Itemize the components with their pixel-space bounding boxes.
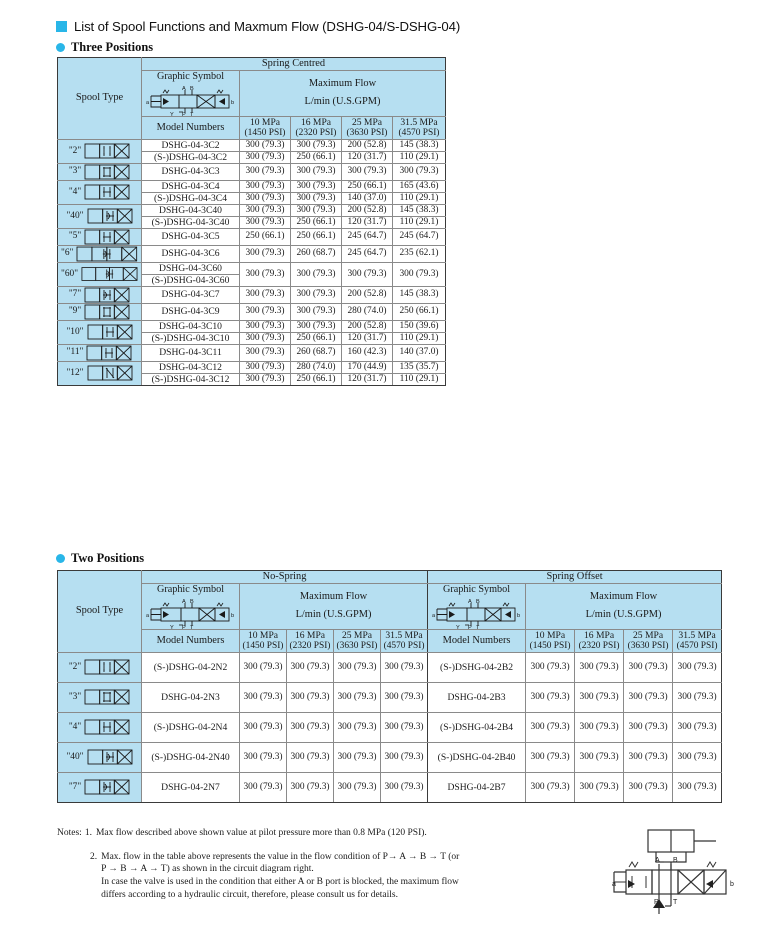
svg-text:Y: Y: [169, 111, 174, 116]
model-number-cell: DSHG-04-3C7: [142, 286, 240, 303]
flow-cell: 300 (79.3): [526, 682, 575, 712]
flow-cell: 135 (35.7): [393, 361, 446, 373]
flow-cell: 245 (64.7): [342, 228, 393, 245]
flow-cell: 170 (44.9): [342, 361, 393, 373]
table-row: [58, 180, 446, 192]
spool-type-cell: [58, 361, 142, 385]
flow-cell: 120 (31.7): [342, 216, 393, 228]
spool-symbol-12-icon: [87, 365, 133, 381]
spool-type-cell: [58, 163, 142, 180]
flow-cell: 300 (79.3): [334, 742, 381, 772]
model-number-cell: DSHG-04-3C10: [142, 320, 240, 332]
flow-cell: 140 (37.0): [393, 344, 446, 361]
flow-cell: 300 (79.3): [240, 772, 287, 802]
spool-symbol-3-icon: [84, 164, 130, 180]
col-header-pressure: 31.5 MPa (4570 PSI): [673, 629, 722, 652]
graphic-symbol-diagram: [431, 599, 523, 629]
svg-text:T: T: [475, 624, 479, 629]
col-header-graphic-symbol: Graphic Symbol a b A B P T Y: [142, 583, 240, 629]
flow-cell: 110 (29.1): [393, 332, 446, 344]
flow-cell: 300 (79.3): [526, 742, 575, 772]
flow-cell: 300 (79.3): [287, 742, 334, 772]
svg-text:B: B: [475, 598, 480, 605]
spool-type-label: "7": [68, 289, 82, 300]
flow-cell: 300 (79.3): [240, 652, 287, 682]
spool-type-cell: [58, 344, 142, 361]
spool-symbol-9-icon: [84, 304, 130, 320]
flow-cell: 300 (79.3): [291, 192, 342, 204]
flow-cell: 300 (79.3): [673, 712, 722, 742]
model-number-cell: DSHG-04-2B7: [428, 772, 526, 802]
spool-symbol-4-icon: [84, 719, 130, 735]
note-number: 2.: [90, 851, 98, 862]
model-number-cell: DSHG-04-3C2: [142, 139, 240, 151]
flow-cell: 300 (79.3): [240, 712, 287, 742]
svg-text:b: b: [230, 99, 234, 106]
note-text: Max flow described above shown value at pilot pressure more than 0.8 MPa (120 PSI).: [95, 828, 427, 838]
spool-type-label: "2": [68, 661, 82, 672]
model-number-cell: (S-)DSHG-04-2N40: [142, 742, 240, 772]
flow-cell: 300 (79.3): [291, 320, 342, 332]
group-header-spring-offset: Spring Offset: [428, 571, 722, 584]
bullet-dot-icon: [56, 554, 65, 563]
model-number-cell: DSHG-04-3C12: [142, 361, 240, 373]
page-title: [56, 19, 460, 34]
flow-cell: 300 (79.3): [575, 652, 624, 682]
flow-cell: 300 (79.3): [381, 682, 428, 712]
flow-cell: 300 (79.3): [624, 712, 673, 742]
spool-type-label: "12": [66, 367, 84, 378]
flow-cell: 300 (79.3): [624, 772, 673, 802]
model-number-cell: (S-)DSHG-04-3C12: [142, 373, 240, 385]
flow-cell: 250 (66.1): [291, 373, 342, 385]
flow-cell: 300 (79.3): [624, 742, 673, 772]
table-row: [58, 303, 446, 320]
note-item-1: [57, 827, 617, 840]
col-header-model-numbers: Model Numbers: [142, 116, 240, 139]
table-row: [58, 286, 446, 303]
spool-type-label: "3": [68, 166, 82, 177]
flow-cell: 200 (52.8): [342, 286, 393, 303]
spool-symbol-60-icon: [81, 266, 138, 282]
flow-cell: 140 (37.0): [342, 192, 393, 204]
flow-cell: 300 (79.3): [526, 652, 575, 682]
model-number-cell: (S-)DSHG-04-3C60: [142, 274, 240, 286]
flow-cell: 300 (79.3): [673, 652, 722, 682]
spool-symbol-10-icon: [87, 324, 133, 340]
flow-cell: 300 (79.3): [342, 163, 393, 180]
flow-cell: 300 (79.3): [240, 361, 291, 373]
spool-symbol-40-icon: [87, 749, 133, 765]
svg-text:Y: Y: [169, 624, 174, 629]
table-row: [58, 772, 722, 802]
col-header-pressure: 31.5 MPa (4570 PSI): [393, 116, 446, 139]
table-header-row: [58, 583, 722, 629]
model-number-cell: DSHG-04-3C60: [142, 262, 240, 274]
flow-cell: 300 (79.3): [291, 139, 342, 151]
flow-cell: 280 (74.0): [342, 303, 393, 320]
spool-type-label: "2": [68, 145, 82, 156]
flow-cell: 300 (79.3): [673, 742, 722, 772]
flow-cell: 300 (79.3): [575, 682, 624, 712]
flow-cell: 300 (79.3): [240, 204, 291, 216]
flow-cell: 260 (68.7): [291, 245, 342, 262]
col-header-pressure: 16 MPa (2320 PSI): [287, 629, 334, 652]
svg-text:a: a: [145, 99, 149, 106]
port-label-P: P: [654, 899, 659, 906]
spool-type-label: "9": [68, 306, 82, 317]
flow-cell: 110 (29.1): [393, 151, 446, 163]
two-positions-table: [57, 570, 722, 803]
spool-type-label: "4": [68, 721, 82, 732]
flow-cell: 250 (66.1): [240, 228, 291, 245]
flow-cell: 300 (79.3): [381, 712, 428, 742]
port-label-b: b: [730, 881, 734, 888]
svg-text:P: P: [181, 624, 186, 629]
col-header-maximum-flow: Maximum Flow L/min (U.S.GPM): [240, 70, 446, 116]
table-header-row: [58, 629, 722, 652]
group-header-spring-centred: Spring Centred: [142, 58, 446, 71]
bullet-dot-icon: [56, 43, 65, 52]
col-header-model-numbers: Model Numbers: [428, 629, 526, 652]
note-text-line: Max. flow in the table above represents the value in the flow condition of P→ A → B → T (or: [101, 851, 460, 862]
model-number-cell: DSHG-04-2N3: [142, 682, 240, 712]
flow-cell: 280 (74.0): [291, 361, 342, 373]
col-header-pressure: 25 MPa (3630 PSI): [334, 629, 381, 652]
group-header-no-spring: No-Spring: [142, 571, 428, 584]
col-header-pressure: 25 MPa (3630 PSI): [342, 116, 393, 139]
spool-type-label: "6": [61, 248, 74, 259]
flow-cell: 300 (79.3): [575, 772, 624, 802]
col-header-pressure: 10 MPa (1450 PSI): [240, 116, 291, 139]
spool-symbol-11-icon: [86, 345, 132, 361]
flow-cell: 300 (79.3): [526, 712, 575, 742]
circuit-diagram: [612, 826, 752, 936]
port-label-a: a: [612, 881, 616, 888]
svg-text:b: b: [230, 612, 234, 619]
svg-text:B: B: [189, 598, 194, 605]
table-row: [58, 228, 446, 245]
spool-symbol-5-icon: [84, 229, 130, 245]
model-number-cell: (S-)DSHG-04-3C2: [142, 151, 240, 163]
spool-symbol-2-icon: [84, 659, 130, 675]
flow-cell: 250 (66.1): [393, 303, 446, 320]
table-header-row: [58, 571, 722, 584]
flow-cell: 145 (38.3): [393, 286, 446, 303]
section-heading-label: Three Positions: [71, 40, 154, 54]
square-marker-icon: [56, 21, 67, 32]
flow-cell: 300 (79.3): [240, 303, 291, 320]
flow-cell: 300 (79.3): [240, 151, 291, 163]
svg-text:P: P: [467, 624, 472, 629]
col-header-maximum-flow: Maximum Flow L/min (U.S.GPM): [240, 583, 428, 629]
flow-cell: 300 (79.3): [673, 772, 722, 802]
col-header-pressure: 10 MPa (1450 PSI): [526, 629, 575, 652]
svg-text:b: b: [516, 612, 520, 619]
flow-cell: 245 (64.7): [393, 228, 446, 245]
flow-cell: 300 (79.3): [381, 652, 428, 682]
note-text-line: differs according to a hydraulic circuit, therefore, please consult us for details.: [101, 889, 398, 900]
spool-symbol-4-icon: [84, 184, 130, 200]
table-row: [58, 262, 446, 274]
graphic-symbol-diagram: [145, 86, 237, 116]
svg-text:P: P: [181, 111, 186, 116]
flow-cell: 300 (79.3): [287, 682, 334, 712]
flow-cell: 300 (79.3): [342, 262, 393, 286]
spool-type-label: "7": [68, 781, 82, 792]
model-number-cell: DSHG-04-3C3: [142, 163, 240, 180]
flow-cell: 300 (79.3): [624, 682, 673, 712]
col-header-spool-type: Spool Type: [58, 571, 142, 653]
table-row: [58, 361, 446, 373]
table-row: [58, 204, 446, 216]
spool-type-cell: [58, 652, 142, 682]
note-text-line: P → B → A → T) as shown in the circuit diagram right.: [101, 864, 314, 875]
spool-symbol-7-icon: [84, 287, 130, 303]
spool-type-cell: [58, 262, 142, 286]
spool-type-cell: [58, 245, 142, 262]
flow-cell: 300 (79.3): [287, 712, 334, 742]
model-number-cell: (S-)DSHG-04-3C40: [142, 216, 240, 228]
spool-type-cell: [58, 320, 142, 344]
flow-cell: 300 (79.3): [673, 682, 722, 712]
flow-cell: 300 (79.3): [240, 320, 291, 332]
flow-cell: 300 (79.3): [240, 682, 287, 712]
flow-cell: 300 (79.3): [291, 286, 342, 303]
flow-cell: 200 (52.8): [342, 139, 393, 151]
flow-cell: 300 (79.3): [291, 262, 342, 286]
model-number-cell: DSHG-04-3C5: [142, 228, 240, 245]
flow-cell: 160 (42.3): [342, 344, 393, 361]
flow-cell: 300 (79.3): [240, 192, 291, 204]
flow-cell: 110 (29.1): [393, 192, 446, 204]
flow-cell: 300 (79.3): [526, 772, 575, 802]
flow-cell: 300 (79.3): [575, 712, 624, 742]
port-label-A: A: [655, 857, 660, 864]
col-header-pressure: 16 MPa (2320 PSI): [575, 629, 624, 652]
spool-type-cell: [58, 204, 142, 228]
table-row: [58, 712, 722, 742]
table-row: [58, 320, 446, 332]
note-number: 1.: [84, 828, 92, 838]
flow-cell: 250 (66.1): [291, 228, 342, 245]
spool-type-cell: [58, 682, 142, 712]
svg-text:A: A: [181, 85, 186, 92]
svg-text:a: a: [431, 612, 435, 619]
spool-symbol-40-icon: [87, 208, 133, 224]
col-header-maximum-flow: Maximum Flow L/min (U.S.GPM): [526, 583, 722, 629]
flow-cell: 300 (79.3): [240, 332, 291, 344]
col-header-graphic-symbol: Graphic Symbol a b A B P T Y: [428, 583, 526, 629]
flow-cell: 250 (66.1): [342, 180, 393, 192]
flow-cell: 300 (79.3): [381, 772, 428, 802]
table-row: [58, 163, 446, 180]
model-number-cell: (S-)DSHG-04-2B2: [428, 652, 526, 682]
col-header-model-numbers: Model Numbers: [142, 629, 240, 652]
circuit-diagram-svg: [612, 826, 752, 931]
flow-cell: 300 (79.3): [291, 303, 342, 320]
table-row: [58, 652, 722, 682]
spool-symbol-3-icon: [84, 689, 130, 705]
section-heading-two-positions: [56, 551, 144, 566]
flow-cell: 300 (79.3): [334, 652, 381, 682]
col-header-pressure: 16 MPa (2320 PSI): [291, 116, 342, 139]
spool-type-cell: [58, 139, 142, 163]
model-number-cell: DSHG-04-3C9: [142, 303, 240, 320]
flow-cell: 235 (62.1): [393, 245, 446, 262]
flow-cell: 120 (31.7): [342, 373, 393, 385]
flow-cell: 300 (79.3): [334, 712, 381, 742]
note-text: [101, 851, 617, 902]
flow-cell: 300 (79.3): [393, 163, 446, 180]
spool-symbol-6-icon: [76, 246, 138, 262]
graphic-symbol-diagram: [145, 599, 237, 629]
svg-text:B: B: [189, 85, 194, 92]
flow-cell: 300 (79.3): [240, 139, 291, 151]
notes-label: Notes:: [57, 828, 82, 838]
spool-type-cell: [58, 303, 142, 320]
spool-type-label: "40": [66, 210, 84, 221]
model-number-cell: (S-)DSHG-04-3C4: [142, 192, 240, 204]
svg-text:T: T: [189, 111, 193, 116]
svg-text:A: A: [467, 598, 472, 605]
col-header-graphic-symbol: Graphic Symbol a b A B P T Y: [142, 70, 240, 116]
flow-cell: 300 (79.3): [240, 163, 291, 180]
flow-cell: 300 (79.3): [575, 742, 624, 772]
table-row: [58, 245, 446, 262]
spool-type-cell: [58, 772, 142, 802]
flow-cell: 300 (79.3): [240, 245, 291, 262]
model-number-cell: DSHG-04-3C11: [142, 344, 240, 361]
flow-cell: 300 (79.3): [240, 286, 291, 303]
model-number-cell: (S-)DSHG-04-2B4: [428, 712, 526, 742]
flow-cell: 300 (79.3): [334, 682, 381, 712]
spool-type-label: "60": [61, 268, 79, 279]
flow-cell: 150 (39.6): [393, 320, 446, 332]
notes-block: [57, 827, 617, 902]
note-item-2: [57, 851, 617, 902]
model-number-cell: DSHG-04-3C40: [142, 204, 240, 216]
section-heading-three-positions: [56, 40, 153, 55]
spool-type-label: "5": [68, 231, 82, 242]
flow-cell: 300 (79.3): [291, 163, 342, 180]
svg-text:a: a: [145, 612, 149, 619]
table-row: [58, 139, 446, 151]
flow-cell: 120 (31.7): [342, 151, 393, 163]
port-label-B: B: [673, 857, 678, 864]
flow-cell: 300 (79.3): [291, 204, 342, 216]
flow-cell: 300 (79.3): [240, 262, 291, 286]
spool-symbol-2-icon: [84, 143, 130, 159]
model-number-cell: DSHG-04-3C4: [142, 180, 240, 192]
flow-cell: 300 (79.3): [287, 652, 334, 682]
flow-cell: 300 (79.3): [624, 652, 673, 682]
spool-type-label: "4": [68, 186, 82, 197]
svg-text:A: A: [181, 598, 186, 605]
section-heading-label: Two Positions: [71, 551, 145, 565]
model-number-cell: DSHG-04-2N7: [142, 772, 240, 802]
note-text-line: In case the valve is used in the condition that either A or B port is blocked, the maximum flow: [101, 877, 459, 888]
three-positions-table: [57, 57, 446, 386]
col-header-pressure: 31.5 MPa (4570 PSI): [381, 629, 428, 652]
spool-symbol-7-icon: [84, 779, 130, 795]
flow-cell: 145 (38.3): [393, 204, 446, 216]
spool-type-cell: [58, 180, 142, 204]
spool-type-label: "40": [66, 751, 84, 762]
col-header-pressure: 25 MPa (3630 PSI): [624, 629, 673, 652]
table-row: [58, 344, 446, 361]
model-number-cell: (S-)DSHG-04-3C10: [142, 332, 240, 344]
flow-cell: 110 (29.1): [393, 373, 446, 385]
col-header-pressure: 10 MPa (1450 PSI): [240, 629, 287, 652]
flow-cell: 145 (38.3): [393, 139, 446, 151]
flow-cell: 245 (64.7): [342, 245, 393, 262]
svg-text:Y: Y: [455, 624, 460, 629]
svg-text:T: T: [189, 624, 193, 629]
flow-cell: 300 (79.3): [287, 772, 334, 802]
page-title-text: List of Spool Functions and Maxmum Flow (DSHG-04/S-DSHG-04): [74, 19, 461, 34]
spool-type-cell: [58, 742, 142, 772]
flow-cell: 260 (68.7): [291, 344, 342, 361]
flow-cell: 120 (31.7): [342, 332, 393, 344]
spool-type-label: "10": [66, 326, 84, 337]
col-header-spool-type: Spool Type: [58, 58, 142, 140]
spool-type-label: "11": [66, 347, 84, 358]
flow-cell: 200 (52.8): [342, 204, 393, 216]
flow-cell: 300 (79.3): [240, 344, 291, 361]
flow-cell: 250 (66.1): [291, 332, 342, 344]
spool-type-label: "3": [68, 691, 82, 702]
flow-cell: 300 (79.3): [393, 262, 446, 286]
flow-cell: 300 (79.3): [334, 772, 381, 802]
flow-cell: 110 (29.1): [393, 216, 446, 228]
model-number-cell: (S-)DSHG-04-2N2: [142, 652, 240, 682]
model-number-cell: (S-)DSHG-04-2B40: [428, 742, 526, 772]
flow-cell: 300 (79.3): [291, 180, 342, 192]
flow-cell: 165 (43.6): [393, 180, 446, 192]
flow-cell: 200 (52.8): [342, 320, 393, 332]
spool-type-cell: [58, 228, 142, 245]
table-row: [58, 742, 722, 772]
flow-cell: 300 (79.3): [240, 216, 291, 228]
model-number-cell: (S-)DSHG-04-2N4: [142, 712, 240, 742]
flow-cell: 300 (79.3): [240, 373, 291, 385]
flow-cell: 250 (66.1): [291, 216, 342, 228]
model-number-cell: DSHG-04-3C6: [142, 245, 240, 262]
flow-cell: 300 (79.3): [240, 742, 287, 772]
table-header-row: [58, 58, 446, 71]
spool-type-cell: [58, 712, 142, 742]
flow-cell: 250 (66.1): [291, 151, 342, 163]
flow-cell: 300 (79.3): [240, 180, 291, 192]
port-label-T: T: [673, 899, 678, 906]
spool-type-cell: [58, 286, 142, 303]
flow-cell: 300 (79.3): [381, 742, 428, 772]
table-row: [58, 682, 722, 712]
model-number-cell: DSHG-04-2B3: [428, 682, 526, 712]
